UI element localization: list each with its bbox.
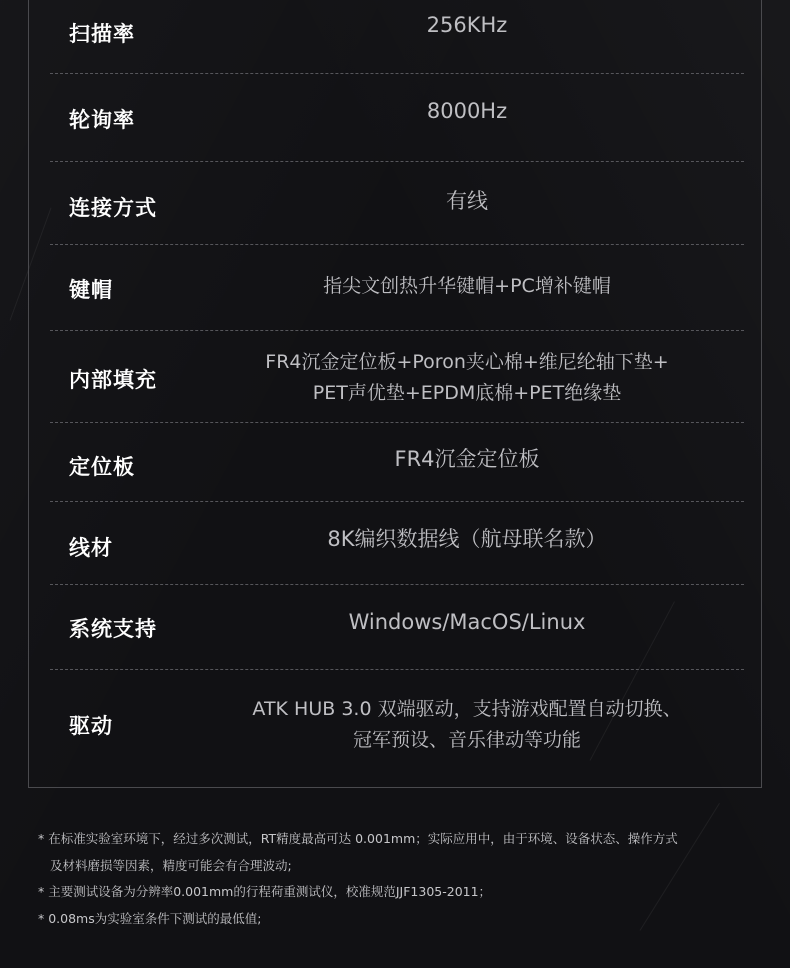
spec-label: 定位板	[69, 455, 135, 479]
spec-value	[190, 347, 744, 409]
spec-value-line: ATK HUB 3.0 双端驱动，支持游戏配置自动切换、	[252, 698, 682, 720]
spec-row-polling-rate	[50, 74, 744, 162]
spec-row-keycaps	[50, 245, 744, 331]
spec-value-line: 8000Hz	[426, 99, 508, 123]
spec-value-line: FR4沉金定位板+Poron夹心棉+维尼纶轴下垫+	[265, 351, 669, 373]
spec-value-line: PET声优垫+EPDM底棉+PET绝缘垫	[312, 382, 622, 404]
spec-row-plate	[50, 423, 744, 502]
spec-label: 扫描率	[69, 22, 135, 46]
spec-label: 内部填充	[69, 368, 157, 392]
spec-value	[190, 694, 744, 756]
spec-value-line: 指尖文创热升华键帽+PC增补键帽	[323, 275, 611, 297]
spec-value	[190, 271, 744, 302]
spec-row-connection	[50, 162, 744, 245]
spec-label: 线材	[69, 536, 113, 560]
footnote-line: 及材料磨损等因素，精度可能会有合理波动;	[50, 857, 292, 873]
spec-value	[190, 10, 744, 41]
spec-label: 系统支持	[69, 617, 157, 641]
spec-value-line: 有线	[446, 189, 488, 213]
footnote-line: * 0.08ms为实验室条件下测试的最低值;	[38, 910, 262, 926]
spec-value-line: FR4沉金定位板	[394, 447, 540, 471]
spec-label: 轮询率	[69, 108, 135, 132]
spec-value	[190, 607, 744, 638]
spec-row-driver	[50, 670, 744, 770]
spec-value-line: 256KHz	[426, 13, 508, 37]
spec-row-scan-rate	[50, 0, 744, 74]
spec-value	[190, 524, 744, 555]
spec-value	[190, 96, 744, 127]
spec-value-line: Windows/MacOS/Linux	[348, 610, 586, 634]
spec-value	[190, 186, 744, 217]
spec-row-cable	[50, 502, 744, 585]
spec-row-os-support	[50, 585, 744, 670]
spec-value-line: 8K编织数据线（航母联名款）	[327, 527, 607, 551]
spec-value	[190, 444, 744, 475]
spec-value-line: 冠军预设、音乐律动等功能	[352, 729, 581, 751]
spec-label: 驱动	[69, 714, 113, 738]
spec-row-internal-filling	[50, 331, 744, 423]
spec-label: 连接方式	[69, 196, 157, 220]
footnote-line: * 主要测试设备为分辨率0.001mm的行程荷重测试仪，校准规范JJF1305-2011；	[38, 884, 492, 899]
spec-label: 键帽	[69, 278, 113, 302]
footnotes	[38, 826, 758, 932]
footnote-line: * 在标准实验室环境下，经过多次测试，RT精度最高可达 0.001mm；实际应用中，由于环境、设备状态、操作方式	[38, 831, 678, 846]
